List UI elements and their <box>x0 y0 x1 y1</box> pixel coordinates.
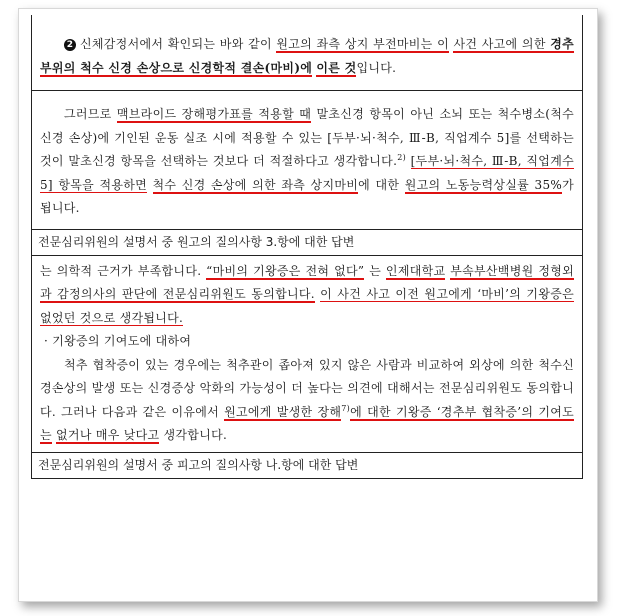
document-page <box>31 15 583 479</box>
caption-row-2: 전문심리위원의 설명서 중 피고의 질의사항 나.항에 대한 답변 <box>31 453 583 479</box>
paragraph-block-3 <box>31 256 583 453</box>
text-run: 신체감정서에서 확인되는 바와 같이 <box>80 37 277 51</box>
text-run: 입니다. <box>356 60 397 75</box>
underlined-text: 원고의 노동능력상실률 35% <box>404 177 563 192</box>
underlined-text: 5] 항목을 적용하면 <box>40 177 148 192</box>
bullet-heading: · 기왕증의 기여도에 대하여 <box>44 334 192 348</box>
paragraph-1 <box>40 33 574 80</box>
text-run: 가 됩니다. <box>40 177 574 215</box>
text-run: 말초신경 항목이 아닌 소뇌 또는 척수병소(척수 신경 손상)에 기인된 운동 실조 시에 적용할 수 있는 [두부·뇌·척수, Ⅲ-B, 직업계수 5]를 선택하는 것이 말초신경 항목을 선택하는 것보다 더 적절하다고 생각합니다. <box>40 107 574 168</box>
underlined-text: [두부·뇌·척수, Ⅲ-B, 직업계수 <box>410 154 574 168</box>
circled-number-badge: 2 <box>64 39 76 51</box>
underlined-text: 없거나 매우 낮다고 <box>56 428 160 442</box>
text-run: 그러므로 <box>64 107 117 121</box>
underlined-text: 사건 사고에 의한 <box>453 37 551 51</box>
text-run: 는 의학적 근거가 부족합니다. <box>40 263 207 278</box>
paragraph-2 <box>40 103 574 221</box>
document-frame <box>18 8 598 602</box>
underlined-text: 인제대학교 <box>385 263 446 278</box>
underlined-text: 원고에게 발생한 장해 <box>224 404 342 419</box>
footnote-marker: 2) <box>397 153 406 162</box>
text-run <box>147 178 152 192</box>
underlined-text: 척수 신경 손상에 의한 좌측 상지마비 <box>152 177 359 192</box>
text-run: 는 <box>364 263 386 278</box>
bold-underlined-text: 이른 것 <box>316 60 357 75</box>
text-run: 척추 협착증이 있는 경우에는 척추관이 좁아져 있지 않은 사람과 비교하여 외상에 의한 척수신경손상의 발생 또는 신경증상 악화의 가능성이 더 높다는 의견에 대해서는 전문심리위원도 동의합니다. 그러나 다음과 같은 이유에서 <box>40 357 574 419</box>
underlined-text: “마비의 기왕증은 전혀 없다” <box>206 263 365 278</box>
underlined-text: 이 사건 사고 이전 원고에게 ‘마비’의 기왕증은 없었던 것으로 생각됩니다. <box>40 287 574 325</box>
underlined-text: 원고의 좌측 상지 부전마비는 이 <box>276 37 449 51</box>
text-run: 생각합니다. <box>159 428 228 442</box>
footnote-marker: 7) <box>341 403 351 413</box>
paragraph-4 <box>40 354 574 448</box>
paragraph-block-1 <box>31 15 583 91</box>
text-run: 에 대한 <box>358 177 405 192</box>
caption-row-1: 전문심리위원의 설명서 중 원고의 질의사항 3.항에 대한 답변 <box>31 230 583 256</box>
paragraph-block-2 <box>31 91 583 230</box>
bold-underlined-text: 경추 부위의 척수 신경 손상으로 신경학적 결손(마비)에 <box>40 37 574 75</box>
underlined-text: 부속부산백병원 정형외과 감정의사의 판단에 전문심리위원도 동의합니다. <box>40 263 574 301</box>
paragraph-3 <box>40 260 574 331</box>
underlined-text: 에 대한 기왕증 ‘경추부 협착증’의 기여도는 <box>40 404 574 442</box>
underlined-text: 맥브라이드 장해평가표를 적용할 때 <box>116 107 312 121</box>
